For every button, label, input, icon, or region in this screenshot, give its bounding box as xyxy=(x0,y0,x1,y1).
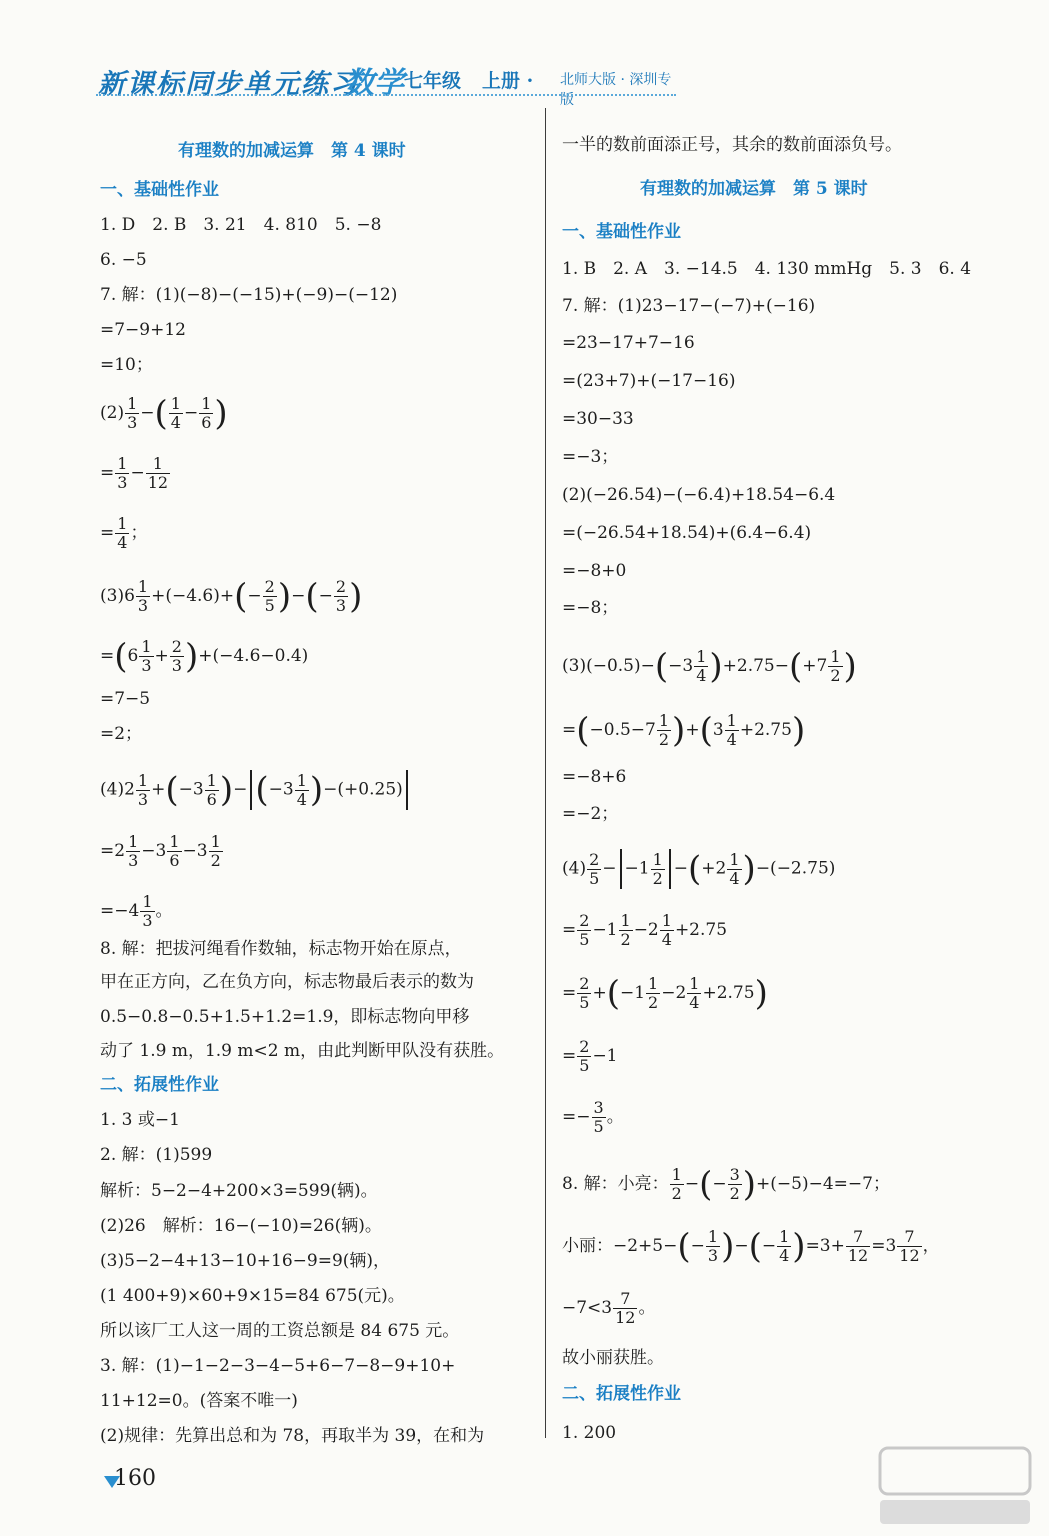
math-text: =3+ xyxy=(805,1236,845,1256)
numerator: 1 xyxy=(658,711,670,730)
column-divider xyxy=(545,108,546,1438)
numerator: 1 xyxy=(210,832,221,851)
fraction xyxy=(587,851,601,888)
fraction xyxy=(334,578,348,615)
paren: ) xyxy=(672,710,686,751)
math-text: (3)6 xyxy=(100,586,135,606)
answer-line: =(23+7)+(−17−16) xyxy=(562,371,736,391)
paren: ( xyxy=(699,710,713,751)
numerator: 3 xyxy=(729,1165,740,1184)
fraction xyxy=(897,1228,921,1265)
fraction xyxy=(577,975,591,1012)
fraction xyxy=(199,395,213,432)
numerator: 1 xyxy=(671,1165,682,1184)
denominator: 3 xyxy=(128,851,139,870)
math-line xyxy=(562,1038,618,1075)
math-text: = xyxy=(562,720,577,740)
fraction xyxy=(263,578,277,615)
fraction xyxy=(115,455,129,492)
math-text: − xyxy=(183,403,199,423)
fraction xyxy=(657,712,671,749)
answer-line: 2. 解：(1)599 xyxy=(100,1145,213,1165)
answer-line: =7−5 xyxy=(100,689,151,709)
denominator: 2 xyxy=(648,993,659,1012)
numerator: 1 xyxy=(206,770,217,790)
paren: ( xyxy=(154,393,168,434)
numerator: 1 xyxy=(661,911,672,930)
numerator: 1 xyxy=(142,892,153,911)
subject-label: 数学 xyxy=(344,66,404,101)
fraction xyxy=(209,833,223,870)
numerator: 1 xyxy=(141,637,152,656)
math-text: (4)2 xyxy=(100,779,135,800)
fraction xyxy=(205,772,219,809)
answer-line: 3. 解：(1)−1−2−3−4−5+6−7−8−9+10+ xyxy=(100,1356,456,1376)
math-text: =2 xyxy=(100,841,126,861)
denominator: 4 xyxy=(689,993,700,1012)
numerator: 1 xyxy=(696,647,707,666)
numerator: 7 xyxy=(613,1290,637,1309)
answer-line: =23−17+7−16 xyxy=(562,333,695,353)
answer-line: (3)5−2−4+13−10+16−9=9(辆)， xyxy=(100,1251,391,1271)
fraction xyxy=(651,851,665,888)
math-text: + xyxy=(151,779,166,800)
math-text: −1 xyxy=(592,920,618,940)
fraction xyxy=(125,395,139,432)
numerator: 1 xyxy=(137,770,149,790)
fraction xyxy=(846,1228,870,1265)
fraction xyxy=(728,1166,742,1203)
math-line xyxy=(100,893,173,930)
denominator: 5 xyxy=(589,868,600,888)
fraction xyxy=(592,1099,606,1136)
math-line xyxy=(562,849,835,889)
paren: ) xyxy=(791,710,806,751)
paren: ) xyxy=(214,393,228,434)
math-text: +(−5)−4=−7； xyxy=(756,1174,890,1194)
fraction xyxy=(170,638,184,675)
denominator: 3 xyxy=(707,1246,719,1265)
math-line xyxy=(562,1099,624,1136)
math-text: − xyxy=(690,1236,705,1256)
fraction xyxy=(136,772,150,809)
section-heading: 二、拓展性作业 xyxy=(562,1384,681,1404)
numerator: 1 xyxy=(117,454,128,473)
math-line xyxy=(562,712,805,749)
section-heading: 二、拓展性作业 xyxy=(100,1075,219,1095)
math-text: +2.75 xyxy=(702,983,755,1003)
answer-line: 所以该厂工人这一周的工资总额是 84 675 元。 xyxy=(100,1321,460,1341)
denominator: 2 xyxy=(830,666,841,685)
math-text: + xyxy=(685,720,700,740)
math-text: ， xyxy=(922,1236,940,1256)
abs-bar xyxy=(669,849,671,889)
numerator: 1 xyxy=(726,711,737,730)
math-text: (4) xyxy=(562,858,587,879)
paren: ) xyxy=(277,576,292,617)
numerator: 1 xyxy=(729,849,740,869)
paren: ) xyxy=(219,770,234,810)
numerator: 1 xyxy=(620,911,631,930)
math-text: 。 xyxy=(606,1107,624,1127)
denominator: 3 xyxy=(117,473,128,492)
math-line xyxy=(100,395,228,432)
math-text: − xyxy=(318,586,333,606)
numerator: 1 xyxy=(689,974,700,993)
math-text: =−4 xyxy=(100,901,140,921)
math-text: (3)(−0.5)− xyxy=(562,656,655,676)
math-text: 小丽：−2+5− xyxy=(562,1236,678,1256)
math-line xyxy=(100,455,171,492)
fraction xyxy=(139,638,153,675)
denominator: 3 xyxy=(127,413,138,432)
math-text: −3 xyxy=(178,779,204,800)
paren: ) xyxy=(742,1164,757,1205)
fraction xyxy=(140,893,154,930)
math-text: −3 xyxy=(141,841,167,861)
fraction xyxy=(126,833,140,870)
paren: ( xyxy=(305,576,319,617)
math-text: − xyxy=(734,1236,749,1256)
numerator: 1 xyxy=(201,394,212,413)
math-text: + xyxy=(154,646,169,666)
math-line xyxy=(562,648,857,685)
math-text: −(+0.25) xyxy=(323,779,403,800)
math-text: = xyxy=(562,983,577,1003)
paren: ( xyxy=(688,849,702,889)
fraction xyxy=(660,912,674,949)
paren: ) xyxy=(792,1226,806,1267)
math-text: 8. 解：小亮： xyxy=(562,1174,669,1194)
section-heading: 一、基础性作业 xyxy=(100,180,219,200)
fraction xyxy=(295,772,309,809)
math-line xyxy=(100,578,362,615)
answer-line: 7. 解：(1)(−8)−(−15)+(−9)−(−12) xyxy=(100,285,398,305)
math-text: − xyxy=(247,586,262,606)
header-rule xyxy=(96,94,676,96)
abs-bar xyxy=(406,770,408,810)
math-line xyxy=(100,833,224,870)
answer-line: 1. B 2. A 3. −14.5 4. 130 mmHg 5. 3 6. 4 xyxy=(562,259,972,279)
math-text: = xyxy=(562,1046,577,1066)
denominator: 2 xyxy=(729,1184,740,1203)
numerator: 1 xyxy=(169,832,180,851)
math-text: − xyxy=(140,403,155,423)
volume-label: 上册 · xyxy=(482,70,534,92)
fraction xyxy=(694,648,708,685)
paren: ) xyxy=(843,646,857,687)
denominator: 2 xyxy=(671,1184,682,1203)
denominator: 12 xyxy=(147,473,169,492)
math-text: −2 xyxy=(633,920,659,940)
abs-bar xyxy=(250,770,252,810)
fraction xyxy=(619,912,633,949)
paren: ( xyxy=(677,1226,691,1267)
fraction xyxy=(646,975,660,1012)
paren: ) xyxy=(309,770,324,810)
math-text: +(−4.6−0.4) xyxy=(198,646,309,666)
numerator: 2 xyxy=(579,911,590,930)
math-text: +2 xyxy=(701,858,727,879)
answer-line: 动了 1.9 m，1.9 m<2 m，由此判断甲队没有获胜。 xyxy=(100,1041,505,1061)
numerator: 7 xyxy=(846,1228,870,1247)
answer-line: =2； xyxy=(100,724,143,744)
denominator: 6 xyxy=(169,851,180,870)
paren: ) xyxy=(349,576,363,617)
denominator: 2 xyxy=(658,730,670,749)
denominator: 2 xyxy=(210,851,221,870)
page-header xyxy=(92,58,682,108)
answer-line: 11+12=0。(答案不唯一) xyxy=(100,1391,298,1411)
numerator: 1 xyxy=(128,832,139,851)
paren: ) xyxy=(742,849,756,889)
paren: ) xyxy=(709,646,723,687)
answer-line: =−8+0 xyxy=(562,561,627,581)
math-line xyxy=(100,770,411,810)
fraction xyxy=(577,1038,591,1075)
denominator: 2 xyxy=(652,868,663,888)
numerator: 1 xyxy=(652,849,663,869)
abs-bar xyxy=(620,849,622,889)
math-text: −(−2.75) xyxy=(755,858,836,879)
fraction xyxy=(613,1290,637,1327)
denominator: 12 xyxy=(899,1246,920,1265)
numerator: 2 xyxy=(264,577,275,596)
grade-label: 七年级 xyxy=(404,70,462,92)
numerator: 1 xyxy=(707,1227,719,1246)
answer-line: 1. 200 xyxy=(562,1423,617,1443)
denominator: 4 xyxy=(696,666,707,685)
math-text: = xyxy=(100,523,115,543)
answer-line: =10； xyxy=(100,355,153,375)
answer-line: 7. 解：(1)23−17−(−7)+(−16) xyxy=(562,296,816,316)
denominator: 4 xyxy=(726,730,737,749)
paren: ) xyxy=(721,1226,735,1267)
answer-line: =−2； xyxy=(562,804,619,824)
fraction xyxy=(670,1166,684,1203)
paren: ( xyxy=(255,770,269,810)
answer-line: (1 400+9)×60+9×15=84 675(元)。 xyxy=(100,1286,405,1306)
answer-line: (2)26 解析：16−(−10)=26(辆)。 xyxy=(100,1216,382,1236)
answer-line: (2)(−26.54)−(−6.4)+18.54−6.4 xyxy=(562,485,836,505)
numerator: 2 xyxy=(579,1037,590,1056)
page-number: 160 xyxy=(114,1466,156,1491)
answer-line: 0.5−0.8−0.5+1.5+1.2=1.9，即标志物向甲移 xyxy=(100,1007,470,1027)
answer-line: =30−33 xyxy=(562,409,634,429)
math-line xyxy=(562,1290,655,1327)
math-line xyxy=(100,638,308,675)
answer-line: 甲在正方向，乙在负方向，标志物最后表示的数为 xyxy=(100,972,474,992)
math-text: − xyxy=(673,858,689,879)
math-text: (2) xyxy=(100,403,125,423)
denominator: 4 xyxy=(661,930,672,949)
math-text: − xyxy=(712,1174,727,1194)
edition-label: 北师大版 · 深圳专版 xyxy=(560,72,672,108)
numerator: 1 xyxy=(648,974,659,993)
fraction xyxy=(828,648,842,685)
paren: ( xyxy=(576,710,590,751)
math-text: +7 xyxy=(802,656,828,676)
numerator: 1 xyxy=(830,647,841,666)
math-line xyxy=(562,912,727,949)
numerator: 2 xyxy=(579,974,590,993)
numerator: 1 xyxy=(146,455,170,474)
math-text: +2.75 xyxy=(674,920,728,940)
math-text: − xyxy=(761,1236,777,1256)
watermark-logo-icon xyxy=(870,1440,1040,1530)
math-text: − xyxy=(684,1174,700,1194)
fraction xyxy=(687,975,701,1012)
math-text: −2 xyxy=(661,983,687,1003)
fraction xyxy=(727,851,741,888)
math-line xyxy=(562,1228,940,1265)
paren: ( xyxy=(165,770,179,810)
math-text: −3 xyxy=(182,841,208,861)
numerator: 3 xyxy=(593,1098,604,1117)
numerator: 2 xyxy=(335,577,347,596)
answer-line: 1. D 2. B 3. 21 4. 810 5. −8 xyxy=(100,215,382,235)
book-title: 新课标同步单元练习 xyxy=(98,69,359,100)
numerator: 1 xyxy=(137,577,149,596)
paren: ( xyxy=(114,636,128,677)
denominator: 2 xyxy=(620,930,631,949)
denominator: 3 xyxy=(171,656,182,675)
denominator: 4 xyxy=(296,789,307,809)
denominator: 5 xyxy=(579,993,590,1012)
math-text: + xyxy=(592,983,607,1003)
answer-line: (2)规律：先算出总和为 78，再取半为 39，在和为 xyxy=(100,1426,485,1446)
paren: ) xyxy=(754,973,768,1014)
math-text: 。 xyxy=(155,901,173,921)
denominator: 3 xyxy=(141,656,152,675)
numerator: 1 xyxy=(127,394,138,413)
answer-line: 故小丽获胜。 xyxy=(562,1348,664,1368)
denominator: 12 xyxy=(615,1308,636,1327)
numerator: 1 xyxy=(779,1227,790,1246)
paren: ( xyxy=(699,1164,713,1205)
math-text: ； xyxy=(130,523,148,543)
answer-line: =−8； xyxy=(562,598,619,618)
math-text: −0.5−7 xyxy=(589,720,656,740)
fraction xyxy=(146,455,170,492)
fraction xyxy=(167,833,181,870)
answer-line: =−3； xyxy=(562,447,619,467)
paren: ( xyxy=(789,646,803,687)
math-text: =3 xyxy=(871,1236,897,1256)
fraction xyxy=(136,578,150,615)
denominator: 3 xyxy=(137,596,149,615)
answer-line: 8. 解：把拔河绳看作数轴，标志物开始在原点， xyxy=(100,939,462,959)
answer-line: 1. 3 或−1 xyxy=(100,1110,180,1130)
math-text: 6 xyxy=(127,646,139,666)
math-text: −1 xyxy=(592,1046,618,1066)
denominator: 3 xyxy=(142,911,153,930)
math-text: −3 xyxy=(668,656,694,676)
math-text: =− xyxy=(562,1107,591,1127)
answer-line: 一半的数前面添正号，其余的数前面添负号。 xyxy=(562,135,902,155)
answer-line: 6. −5 xyxy=(100,250,147,270)
denominator: 6 xyxy=(206,789,217,809)
math-line xyxy=(100,515,147,552)
section-heading: 一、基础性作业 xyxy=(562,222,681,242)
paren: ) xyxy=(184,636,199,677)
math-text: − xyxy=(291,586,306,606)
math-text: = xyxy=(100,463,115,483)
denominator: 4 xyxy=(779,1246,790,1265)
paren: ( xyxy=(654,646,669,687)
math-text: = xyxy=(100,646,115,666)
denominator: 5 xyxy=(579,930,590,949)
numerator: 7 xyxy=(897,1228,921,1247)
math-line xyxy=(562,1166,890,1203)
denominator: 6 xyxy=(201,413,212,432)
fraction xyxy=(777,1228,791,1265)
numerator: 1 xyxy=(296,770,307,790)
math-text: 3 xyxy=(712,720,724,740)
paren: ( xyxy=(234,576,248,617)
answer-line: =7−9+12 xyxy=(100,320,186,340)
answer-line: 解析：5−2−4+200×3=599(辆)。 xyxy=(100,1181,378,1201)
paren: ( xyxy=(606,973,620,1014)
math-text: 。 xyxy=(638,1298,656,1318)
denominator: 4 xyxy=(117,533,128,552)
denominator: 3 xyxy=(137,789,149,809)
math-text: − xyxy=(602,858,617,879)
math-text: −7<3 xyxy=(562,1298,613,1318)
denominator: 5 xyxy=(264,596,275,615)
math-text: +(−4.6)+ xyxy=(151,586,235,606)
paren: ( xyxy=(748,1226,762,1267)
answer-line: =−8+6 xyxy=(562,767,627,787)
fraction xyxy=(169,395,183,432)
answer-line: =(−26.54+18.54)+(6.4−6.4) xyxy=(562,523,812,543)
math-text: −1 xyxy=(624,858,650,879)
math-text: −3 xyxy=(268,779,294,800)
math-text: +2.75 xyxy=(739,720,792,740)
lesson-title: 有理数的加减运算 第 4 课时 xyxy=(178,141,406,161)
math-text: +2.75− xyxy=(722,656,789,676)
math-text: − xyxy=(233,779,248,800)
fraction xyxy=(115,515,129,552)
numerator: 2 xyxy=(171,637,182,656)
math-text: −1 xyxy=(619,983,646,1003)
numerator: 2 xyxy=(589,849,600,869)
math-text: = xyxy=(562,920,577,940)
denominator: 12 xyxy=(847,1246,869,1265)
fraction xyxy=(706,1228,720,1265)
denominator: 5 xyxy=(593,1117,604,1136)
denominator: 4 xyxy=(729,868,740,888)
math-text: − xyxy=(130,463,145,483)
fraction xyxy=(725,712,739,749)
math-line xyxy=(562,975,768,1012)
lesson-title: 有理数的加减运算 第 5 课时 xyxy=(640,179,868,199)
fraction xyxy=(577,912,591,949)
numerator: 1 xyxy=(170,394,181,413)
denominator: 4 xyxy=(170,413,181,432)
numerator: 1 xyxy=(117,514,128,533)
denominator: 3 xyxy=(335,596,347,615)
denominator: 5 xyxy=(579,1056,590,1075)
